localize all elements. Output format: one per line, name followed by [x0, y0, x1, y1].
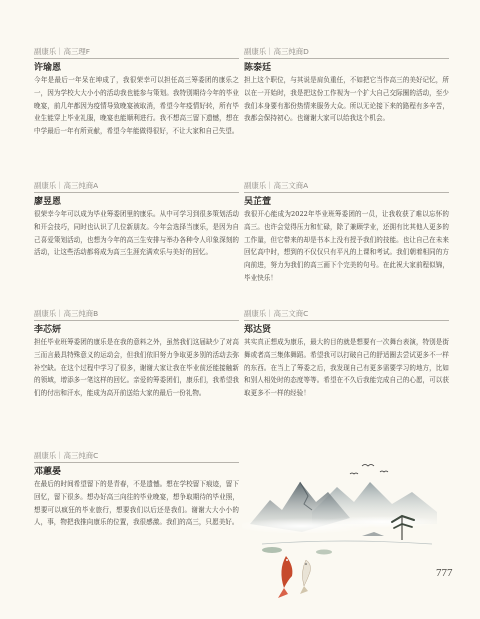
profile-name: 邓蕙晏 [34, 467, 62, 477]
ink-landscape-illustration [242, 452, 442, 602]
profile-text: 很荣幸今年可以成为毕业筹委团里的康乐。从中可学习到很多策划活动和开会技巧，同时也认识了几位新朋友。今年会选择当康乐，是因为自己喜爱策划活动，也想为今年的高三生安排与举办各种令人印象深刻的活动，让这些活动都将成为高三生涯充满欢乐与美好的回忆。 [34, 210, 239, 257]
profile-name: 廖昱恩 [34, 197, 62, 207]
profile-role-label: 副康乐｜高三纯商B [34, 308, 239, 321]
profile-role-label: 副康乐｜高三文商A [244, 180, 449, 193]
profile-text: 其实真正想成为康乐，最大的目的就是想要有一次舞台表演，特别是街舞或者高三集体舞蹈。希望我可以打破自己的舒适圈去尝试更多不一样的东西。在当上了筹委之后，我发现自己有更多需要学习的地方，比如和别人相处时的态度等等。希望在不久后我能完成自己的心愿，可以获取更多不一样的经验！ [244, 338, 449, 398]
profile-role-label: 副康乐｜高三纯商C [34, 450, 239, 463]
profile-card [34, 308, 239, 400]
koi-fish-icon [278, 556, 292, 598]
profile-name: 吴芷萱 [244, 197, 272, 207]
profile-card [34, 46, 239, 138]
profile-role-label: 副康乐｜高三纯商A [34, 180, 239, 193]
page-number: 777 [436, 567, 453, 579]
profile-text: 担上这个职位，与其说是肩负重任，不如把它当作高三的美好记忆，所以在一开始时，我是把这份工作视为一个扩大自己交际圈的活动，至少我们本身要有那份热情来服务大众。所以无论接下来的路程有多辛苦，我都会保持初心。也谢谢大家可以给我这个机会。 [244, 76, 449, 123]
profile-name: 郑达贤 [244, 325, 272, 335]
profile-name: 许瑜恩 [34, 63, 62, 73]
profile-text: 今年是最后一年呆在坤成了，我很荣幸可以担任高三筹委团的康乐之一，因为学校大大小小的活动我也能参与策划。我特别期待今年的毕业晚宴，前几年都因为疫情导致晚宴被取消，希望今年疫情好转，所有毕业生能穿上毕业礼服，晚宴也能顺利进行。我不想高三留下遗憾，想在中学最后一年有所贡献，希望今年能做得很好，不让大家和自己失望。 [34, 76, 239, 136]
profile-text: 担任毕业班筹委团的康乐是在我的意料之外，虽然我们这届缺少了对高三而言最具特殊意义的运动会，但我们依旧努力争取更多别的活动去弥补空缺。在这个过程中学习了很多，谢谢大家让我在毕业前还能接触新的领域，增添多一笔这样的回忆。亲爱的筹委团们，康乐们，我希望我们的付出和汗水，能成为高开前送给大家的最后一份礼物。 [34, 338, 239, 398]
profile-card [244, 46, 449, 125]
profile-name: 陈泰廷 [244, 63, 272, 73]
profile-card [244, 180, 449, 285]
profile-text: 我很开心能成为2022年毕业班筹委团的一员，让我收获了难以忘怀的高三。也许会觉得压力和忙碌，除了兼顾学业，还拥有比其他人更多的工作量，但它带来的却是书本上没有授予我们的技能。也让自己在未来回忆高中时，想到的不仅仅只有平凡的上课和考试。我们朝着相同的方向前进，努力为我们的高三画下个完美的句号。在此祝大家前程似锦，毕业快乐！ [244, 210, 449, 282]
profile-card [244, 308, 449, 400]
lotus-leaf-icon [262, 547, 282, 553]
profile-card [34, 450, 239, 529]
islet [362, 532, 384, 536]
profile-text: 在最后的时间希望留下的是青春，不是遗憾。想在学校留下痕迹，留下回忆，留下很多。想办好高三向往的毕业晚宴，想争取期待的毕业照，想要可以疯狂的毕业旅行，想要我们以后还是我们。谢谢大大小小的人，事，物把我推向康乐的位置，我很感激。我们的高三，只愿美好。 [34, 480, 239, 527]
profile-role-label: 副康乐｜高三纯商D [244, 46, 449, 59]
lotus-leaf-icon [316, 550, 332, 555]
profile-role-label: 副康乐｜高三理F [34, 46, 239, 59]
water-line [262, 541, 432, 544]
koi-fish-icon [300, 560, 311, 594]
birds-icon [350, 465, 388, 475]
profile-card [34, 180, 239, 259]
profile-name: 李芯妍 [34, 325, 62, 335]
profile-role-label: 副康乐｜高三文商C [244, 308, 449, 321]
